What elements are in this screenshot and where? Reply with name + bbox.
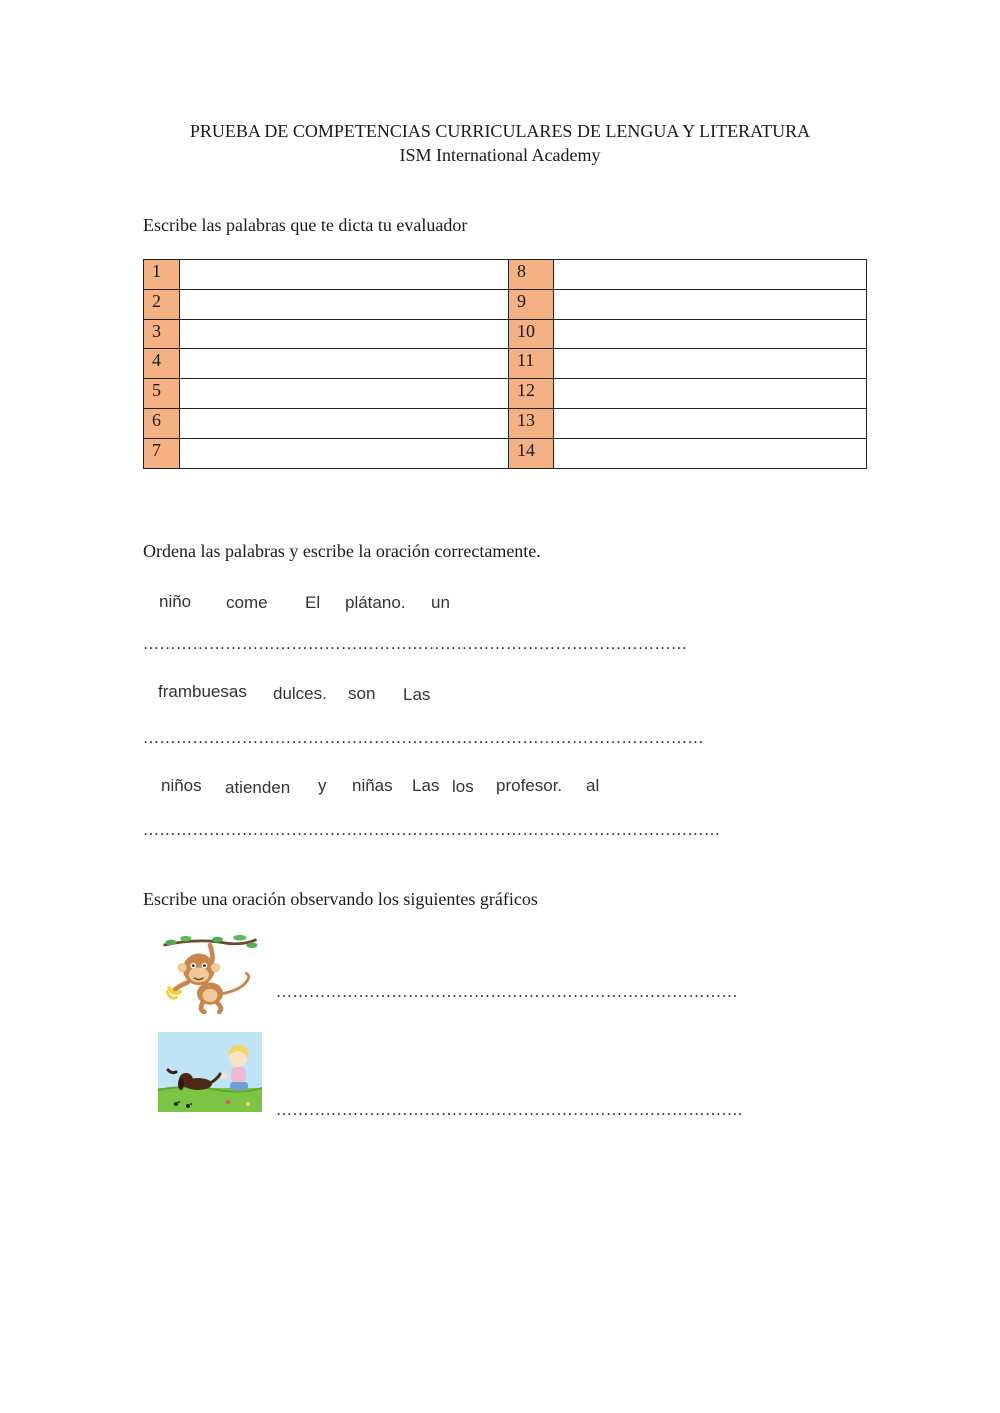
answer-cell[interactable] — [180, 438, 509, 468]
row-number: 14 — [509, 438, 554, 468]
answer-cell[interactable] — [554, 319, 867, 349]
answer-line[interactable]: ………………………………………………………………………… — [276, 984, 738, 1001]
row-number: 13 — [509, 408, 554, 438]
table-row — [144, 289, 867, 319]
scrambled-word: plátano. — [345, 593, 406, 612]
answer-cell[interactable] — [554, 260, 867, 290]
scrambled-word: niños — [161, 776, 202, 795]
scrambled-word: y — [318, 776, 327, 795]
scrambled-word: profesor. — [496, 776, 563, 795]
scrambled-word: un — [431, 593, 450, 612]
row-number: 4 — [144, 349, 180, 379]
row-number: 12 — [509, 379, 554, 409]
ordering-instruction: Ordena las palabras y escribe la oración correctamente. — [143, 541, 541, 561]
scrambled-word: atienden — [225, 778, 291, 797]
answer-cell[interactable] — [554, 289, 867, 319]
graphics-instruction: Escribe una oración observando los siguientes gráficos — [143, 889, 538, 909]
monkey-picture — [158, 934, 262, 1014]
answer-cell[interactable] — [554, 438, 867, 468]
answer-cell[interactable] — [554, 379, 867, 409]
answer-line[interactable]: ………………………………………………………………………………………… — [143, 730, 704, 747]
table-row — [144, 319, 867, 349]
answer-cell[interactable] — [180, 408, 509, 438]
answer-line[interactable]: …………………………………………………………………………………………… — [143, 822, 721, 839]
table-row — [144, 260, 867, 290]
answer-cell[interactable] — [180, 289, 509, 319]
answer-cell[interactable] — [554, 408, 867, 438]
answer-line[interactable]: ……………………………………………………………………………………… — [143, 636, 688, 653]
row-number: 10 — [509, 319, 554, 349]
scrambled-word: El — [305, 593, 321, 612]
scrambled-word: Las — [412, 776, 440, 795]
scrambled-word: frambuesas — [158, 682, 247, 701]
row-number: 1 — [144, 260, 180, 290]
row-number: 5 — [144, 379, 180, 409]
answer-cell[interactable] — [180, 349, 509, 379]
scrambled-word: dulces. — [273, 684, 327, 703]
scrambled-word: niñas — [352, 776, 393, 795]
row-number: 3 — [144, 319, 180, 349]
row-number: 8 — [509, 260, 554, 290]
scrambled-word: son — [348, 684, 376, 703]
answer-cell[interactable] — [180, 319, 509, 349]
table-row — [144, 408, 867, 438]
page-subtitle: ISM International Academy — [399, 145, 601, 165]
dictation-table — [143, 259, 867, 469]
row-number: 9 — [509, 289, 554, 319]
table-row — [144, 379, 867, 409]
row-number: 7 — [144, 438, 180, 468]
answer-cell[interactable] — [180, 260, 509, 290]
table-row — [144, 438, 867, 468]
dictation-instruction: Escribe las palabras que te dicta tu evaluador — [143, 215, 468, 235]
row-number: 11 — [509, 349, 554, 379]
row-number: 2 — [144, 289, 180, 319]
scrambled-word: los — [452, 777, 474, 796]
answer-cell[interactable] — [180, 379, 509, 409]
girl-dog-picture — [158, 1032, 262, 1112]
row-number: 6 — [144, 408, 180, 438]
table-row — [144, 349, 867, 379]
scrambled-word: come — [226, 593, 268, 612]
scrambled-word: al — [586, 776, 600, 795]
scrambled-word: Las — [403, 685, 431, 704]
scrambled-word: niño — [159, 592, 192, 611]
answer-cell[interactable] — [554, 349, 867, 379]
answer-line[interactable]: …………………………………………………………………………. — [276, 1102, 743, 1119]
page-title: PRUEBA DE COMPETENCIAS CURRICULARES DE LENGUA Y LITERATURA — [189, 121, 811, 141]
